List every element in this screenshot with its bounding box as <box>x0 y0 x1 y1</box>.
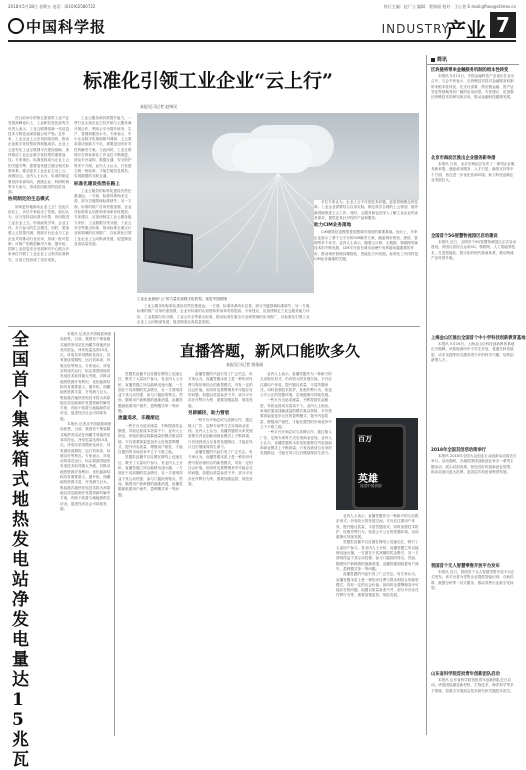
brief-title: 北京市海淀区推出企业服务新举措 <box>431 156 496 161</box>
second-subhead: 另辟蹊径，助力营收 <box>188 411 230 417</box>
news-briefs-sidebar <box>426 55 526 735</box>
lead-headline: 标准化引领工业企业“云上行” <box>83 70 333 92</box>
square-bullet-icon <box>431 58 435 62</box>
brief-body <box>431 342 517 442</box>
second-paragraph: 答题类直播节目近期在网络上迅速走红，吸引了大量用户参与。有业内人士分析，直播答题之所以能够迅速火爆，一方面在于其高额的奖金吸引，另一方面则得益于其互动性强、参与门槛低的特点。然而，随着用户新鲜感的逐渐消退，直播答题面临着用户流失、盈利模式单一等问题。 <box>336 540 419 571</box>
brief-text: 本报讯 日前，北京市海淀区发布了一系列企业服务新举措，涵盖政务服务、人才引进、融资支持等多个方面，旨在进一步优化营商环境，助力科技创新企业发展壮大。 <box>431 162 515 182</box>
second-paragraph: 答题类直播节目近期在网络上迅速走红，吸引了大量用户参与。有业内人士分析，直播答题之所以能够迅速火爆，一方面在于其高额的奖金吸引，另一方面则得益于其互动性强、参与门槛低的特点。然而，随着用户新鲜感的逐渐消退，直播答题面临着用户流失、盈利模式单一等问题。 <box>118 372 183 414</box>
brief-body <box>431 454 517 558</box>
second-paragraph: 一些平台开始尝试与品牌合作，通过植入广告、定制专场等方式实现商业变现。业内人士认为，直播答题的未来发展需要在内容创新和商业模式上不断探索，只有找到适合自身的发展路径，才能在风口过后继续保持生命力。 <box>260 430 332 456</box>
brief-title: 2018年全国双创活动周举行 <box>431 448 486 453</box>
lead-paragraph: 多位专家认为，企业上云不仅是技术问题，更是管理理念的变革。工业企业需要结合自身实际，制定科学合理的上云规划，循序渐进地推进上云工作。同时，云服务商也应深入了解工业企业的业务需求，提供更具针对性的产品和服务。 <box>314 200 419 220</box>
second-paragraph: 直播答题的兴起引发了广泛关注。有专家认为，直播答题本质上是一种知识付费与娱乐相结合的新型模式，具有一定的社会价值。但同时也要警惕其中可能存在的问题，如题目质量参差不齐、部分平台存在作弊行为等，需要加强监管，规范发展。 <box>188 450 253 486</box>
second-paragraph: 业内人士表示，直播答题作为一种新兴的互动娱乐形式，仍有较大的发展空间。平台应注重用户体验，提升题目质量，丰富答题形式，同时加强技术防护，杜绝作弊行为，营造公平公正的答题环境，实现健康可持续发展。 <box>260 372 332 398</box>
date-line <box>8 4 516 10</box>
lead-subhead: 标准化建设依然在路上 <box>74 181 120 187</box>
lead-paragraph: 工业云服务商仍需提升能力，一些行业头部企业已经开始与云服务商开展合作，利用云平台提升研发、生产、管理和服务水平。专家表示，中小企业数字化基础相对薄弱，上云需求迫切但能力不足，需要更加有针对性的解决方案。与此同时，工业互联网平台的标准化工作也在不断推进，涉及平台架构、数据互通、安全防护等多个方面。业内人士认为，只有建立统一的标准，才能打破信息孤岛，实现数据的互联互通。 <box>74 116 132 179</box>
second-headline: 直播答题，新风口能吹多久 <box>180 342 361 360</box>
photo-caption-text: 工业企业借助“云”的力量实现数字化转型。视觉中国供图 <box>137 297 227 301</box>
second-paragraph: 答题类直播节目近期在网络上迅速走红，吸引了大量用户参与。有业内人士分析，直播答题之所以能够迅速火爆，一方面在于其高额的奖金吸引，另一方面则得益于其互动性强、参与门槛低的特点。然而，随着用户新鲜感的逐渐消退，直播答题面临着用户流失、盈利模式单一等问题。 <box>118 455 183 497</box>
brief-text: 本报讯 5月16日，上海金山区科技创新教育基地正式揭牌。该基地面向中小学生开放，将通过科普展览、动手实践等形式激发青少年的科学兴趣，培养创新型人才。 <box>431 342 515 362</box>
column-divider <box>114 332 115 736</box>
lead-subhead: 协同制定的生态模式 <box>8 197 50 203</box>
second-column-2 <box>188 372 256 736</box>
second-byline: 本报见习记者 贾保丽 <box>226 362 264 367</box>
newspaper-logo <box>8 16 106 37</box>
phone-photo-caption: 视觉中国供图 <box>360 484 382 488</box>
brief-text: 本报讯 近日，全国首个5G智慧物流园区正式启动建设。该园区将综合运用5G、物联网、人工智能等技术，打造智能化、数字化的现代物流体系，推动物流产业转型升级。 <box>431 240 517 260</box>
briefs-header <box>427 55 519 65</box>
section-divider <box>8 326 420 327</box>
vertical-story-text: 本报讯 记者从中国地质调查局获悉，日前，我国首个集装箱式地热发电站在西藏羊易地热田成功投运，净发电量达到15兆瓦。该电站采用模块化设计，具有建设周期短、运行效率高、环境友好等特点。专家表示，该电站的成功运行，标志着我国地热发电技术取得重大突破，对推动地热资源开发利用、优化能源结构具有重要意义。据介绍，西藏地热资源丰富，开发潜力巨大。集装箱式地热发电技术将为高原地区清洁能源开发提供新的解决方案，有助于改善当地能源供应状况，促进经济社会可持续发展。 <box>60 332 112 421</box>
logo-text: 中国科学报 <box>26 18 107 36</box>
vertical-story-body <box>60 332 112 736</box>
section-name-cn: 产业 <box>446 18 486 42</box>
brief-text: 本报讯 近日，我国首个无人智慧零售开放平台正式发布。该平台将为零售企业提供智能识别、自助结算、数据分析等一站式服务，推动零售行业数字化转型。 <box>431 570 515 590</box>
lead-subhead: 助力CIM业务落地 <box>314 223 352 229</box>
brief-body <box>431 74 517 150</box>
vertical-story-text: 本报讯 记者从中国地质调查局获悉，日前，我国首个集装箱式地热发电站在西藏羊易地热田成功投运，净发电量达到15兆瓦。该电站采用模块化设计，具有建设周期短、运行效率高、环境友好等特点。专家表示，该电站的成功运行，标志着我国地热发电技术取得重大突破，对推动地热资源开发利用、优化能源结构具有重要意义。据介绍，西藏地热资源丰富，开发潜力巨大。集装箱式地热发电技术将为高原地区清洁能源开发提供新的解决方案，有助于改善当地能源供应状况，促进经济社会可持续发展。 <box>60 422 112 511</box>
section-name-en: INDUSTRY <box>381 22 450 36</box>
masthead <box>8 12 516 42</box>
vertical-title-text: 全国首个集装箱式地热发电站净发电量达15兆瓦 <box>12 330 29 770</box>
briefs-header-label: 简讯 <box>437 57 448 63</box>
logo-seal-icon <box>8 18 24 34</box>
second-column-1 <box>118 372 184 736</box>
vertical-story-title <box>12 330 56 770</box>
lead-paragraph: 在日前举办的第五届宽带工业产业发展高峰论坛上，工业和信息化部有关负责人表示，工业互联网是新一代信息技术与制造业深度融合的产物。近年来，工业企业上云步伐持续加快，推动企业数字化转型取得积极成效。企业上云是夯实工业互联网平台建设基础、加快推动工业企业数字化转型的重要途径。专家指出，标准化将成为企业上云的关键引擎，需要加快建立健全相关标准体系，推动更多工业企业主动上云、深度用云。业内人士认为，标准的制定要坚持市场导向，鼓励企业、科研机构等多方参与，形成协同推进的良好局面。 <box>8 116 70 195</box>
brief-body <box>431 240 517 330</box>
lead-paragraph: 工业云服务的标准化建设仍然任重道远。一方面，标准体系尚未完善，部分关键领域标准缺失；另一方面，标准的推广应用仍需加强，企业对标准的认知度和采用率有待提高。专家建议，应加快制定工业云服务能力评价、工业数据分类分级、工业云安全等重点标准，推动标准在重点行业和领域的应用推广，以标准化引领工业企业上云向纵深发展，促进制造业高质量发展。 <box>137 304 313 324</box>
phone-screen-text: 英雄 <box>358 474 378 485</box>
brief-text: 本报讯 5月15日，中国金融科技产业论坛在北京召开。与会专家表示，区块链技术将对金融服务机制带来根本性转变，在支付清算、供应链金融、资产证券化等领域具有广阔的应用前景。专家建议，应加强区块链技术的研究和应用，推动金融科技健康发展。 <box>431 74 515 100</box>
second-paragraph: 业内人士表示，直播答题作为一种新兴的互动娱乐形式，仍有较大的发展空间。平台应注重用户体验，提升题目质量，丰富答题形式，同时加强技术防护，杜绝作弊行为，营造公平公正的答题环境，实现健康可持续发展。 <box>336 514 419 540</box>
brief-body <box>431 162 517 228</box>
second-paragraph: 一些平台为追求流量，不断提高奖金额度，导致运营成本居高不下。业内人士指出，单纯依靠烧钱换流量的模式难以持续，平台需要探索更加多元化的盈利模式，提升内容质量，增强用户黏性，才能在激烈的市场竞争中立于不败之地。 <box>260 398 332 429</box>
second-column-3 <box>260 372 332 736</box>
quiz-app-photo <box>336 418 418 510</box>
phone-screen-text: 百万 <box>358 435 372 443</box>
lead-paragraph: 工业云服务的标准化建设仍然任重道远。一方面，标准体系尚未完善，部分关键领域标准缺失；另一方面，标准的推广应用仍需加强，企业对标准的认知度和采用率有待提高。专家建议，应加快制定工业云服务能力评价、工业数据分类分级、工业云安全等重点标准，推动标准在重点行业和领域的应用推广，以标准化引领工业企业上云向纵深发展，促进制造业高质量发展。 <box>74 188 132 246</box>
brief-body <box>431 570 517 666</box>
lead-byline: 本报见习记者 赵帅民 <box>140 104 178 109</box>
page-number: 7 <box>490 12 516 38</box>
brief-title: 上海金山区推出全国首个中小学科技创新教育基地 <box>431 336 526 341</box>
editor-line: 执行主编：赵广立 编辑：贾保丽 校对：王心怡 E-mail:gfhao@stimes.cn <box>383 4 516 9</box>
second-paragraph: 一些平台为追求流量，不断提高奖金额度，导致运营成本居高不下。业内人士指出，单纯依靠烧钱换流量的模式难以持续，平台需要探索更加多元化的盈利模式，提升内容质量，增强用户黏性，才能在激烈的市场竞争中立于不败之地。 <box>118 423 183 455</box>
second-subhead: 流量追求，乐趣渐远 <box>118 416 160 422</box>
lead-column-2 <box>74 116 134 321</box>
brief-title: 全国首个5G智慧物流园区启动建设 <box>431 234 498 239</box>
lead-column-3 <box>314 200 420 330</box>
second-paragraph: 一些平台开始尝试与品牌合作，通过植入广告、定制专场等方式实现商业变现。业内人士认为，直播答题的未来发展需要在内容创新和商业模式上不断探索，只有找到适合自身的发展路径，才能在风口过后继续保持生命力。 <box>188 418 253 449</box>
lead-paragraph: CIM建筑信息模型是智慧城市建设的重要基础。论坛上，多家企业展示了基于云平台的CIM解决方案，涵盖城市规划、建设、管理等多个环节。业内人士表示，随着云计算、大数据、物联网等新技术的不断发展，CIM平台将在城市治理中发挥越来越重要的作用，推动城市管理向精细化、智能化方向发展。标准化工作同样是CIM业务落地的关键。 <box>314 230 419 261</box>
issue-date: 2018年5月18日 星期五 电话：(010)62580722 <box>8 4 96 9</box>
cloud-graphic <box>232 139 312 173</box>
brief-title: 区块链将带来金融服务机制的根本性转变 <box>431 68 509 73</box>
brief-text: 本报讯 2018年全国大众创业万众创新活动周近日举行。活动期间，各地将围绕创新创业举办一系列主题活动，展示双创成果，营造良好的创新创业氛围，推动双创向更大范围、更高层次和更深程度发展。 <box>431 454 517 474</box>
brief-title: 我国首个无人智慧零售开放平台发布 <box>431 564 500 569</box>
lead-column-1 <box>8 116 70 321</box>
second-paragraph: 直播答题的兴起引发了广泛关注。有专家认为，直播答题本质上是一种知识付费与娱乐相结合的新型模式，具有一定的社会价值。但同时也要警惕其中可能存在的问题，如题目质量参差不齐、部分平台存在作弊行为等，需要加强监管，规范发展。 <box>188 372 253 408</box>
lead-paragraph: 如何更好地推动企业上云？在此次论坛上，多位专家给出了答案。他们认为，应当坚持以标准为引领，协同推进工业企业上云，形成政府引导、企业主体、多方参与的生态模式。同时，要加强上云效果评测，鼓励平台企业与工业企业共同推动行业应用，形成一批可复制、可推广的典型解决方案。据介绍，国家工业信息安全发展研究中心联合多家单位开展了工业企业上云相关标准研究，目前已经形成了初步成果。 <box>8 204 70 262</box>
brief-body <box>431 678 517 734</box>
second-paragraph: 直播答题的兴起引发了广泛关注。有专家认为，直播答题本质上是一种知识付费与娱乐相结合的新型模式，具有一定的社会价值。但同时也要警惕其中可能存在的问题，如题目质量参差不齐、部分平台存在作弊行为等，需要加强监管，规范发展。 <box>336 572 419 598</box>
laptop-graphic <box>143 227 193 268</box>
second-column-4 <box>336 514 420 736</box>
brief-title: 山东省科学院首批青年创新团队启动 <box>431 672 500 677</box>
brief-text: 本报讯 山东省科学院首批青年创新团队近日启动。该批团队涵盖新材料、生物技术、海洋科学等多个领域，将重点开展前沿技术研究和关键技术攻关。 <box>431 678 514 693</box>
